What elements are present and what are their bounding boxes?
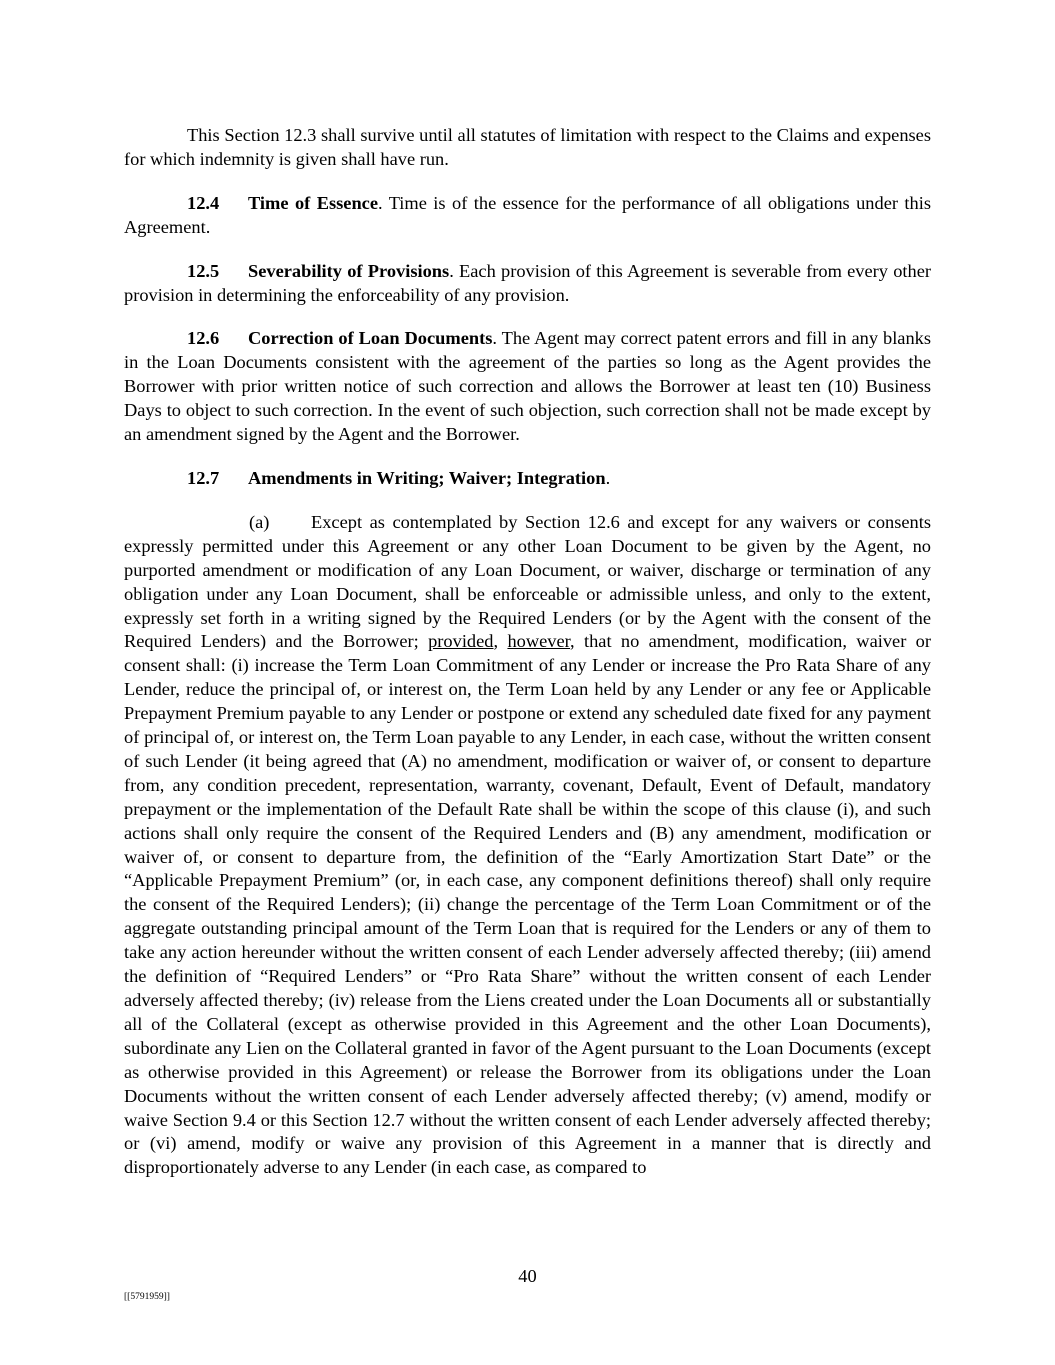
section-text: . Time is of the essence for the performance of all obligations under this Agreement. [124, 192, 931, 237]
paragraph-a [124, 511, 931, 1180]
however-term: however [507, 631, 571, 652]
intro-text: This Section 12.3 shall survive until all statutes of limitation with respect to the Claims and expenses for which indemnity is given shall have run. [124, 125, 931, 169]
section-text: . Each provision of this Agreement is severable from every other provision in determining the enforceability of any provision. [124, 260, 931, 305]
section-title: Amendments in Writing; Waiver; Integration [248, 467, 606, 488]
comma-separator: , [493, 631, 508, 652]
section-title-end: . [605, 467, 611, 488]
intro-paragraph [124, 124, 931, 172]
section-12-4 [124, 192, 931, 240]
section-number: 12.7 [187, 467, 220, 488]
paragraph-label: (a) [249, 511, 270, 532]
document-body [124, 124, 931, 1200]
section-number: 12.4 [187, 192, 220, 213]
section-title: Severability of Provisions [248, 260, 450, 281]
section-12-6 [124, 327, 931, 447]
section-12-5 [124, 260, 931, 308]
document-id: [[5791959]] [124, 1292, 170, 1302]
provided-term: provided [428, 631, 494, 652]
section-number: 12.5 [187, 260, 220, 281]
section-text: . The Agent may correct patent errors and fill in any blanks in the Loan Documents consistent with the agreement of the parties so long as the Agent provides the Borrower with prior written notice of such correction and allows the Borrower at least ten (10) Business Days to object to such correction. In the event of such objection, such correction shall not be made except by an amendment signed by the Agent and the Borrower. [124, 328, 932, 445]
section-12-7-heading [124, 467, 931, 491]
paragraph-text-1: Except as contemplated by Section 12.6 and except for any waivers or consents expressly permitted under this Agreement or any other Loan Document to be given by the Agent, no purported amendment or modification of any Loan Document, or waiver, discharge or termination of any obligation under any Loan Document, shall be enforceable or admissible unless, and only to the extent, expressly set forth in a writing signed by the Required Lenders (or by the Agent with the consent of the Required Lenders) and the Borrower; [124, 511, 931, 652]
paragraph-text-2: , that no amendment, modification, waiver or consent shall: (i) increase the Term Loan Commitment of any Lender or increase the Pro Rata Share of any Lender, reduce the principal of, or interest on, the Term Loan held by any Lender or any fee or Applicable Prepayment Premium payable to any Lender or postpone or extend any scheduled date fixed for any payment of principal of, or interest on, the Term Loan payable to any Lender, in each case, without the written consent of such Lender (it being agreed that (A) no amendment, modification or waiver of, or consent to departure from, any condition precedent, representation, warranty, covenant, Default, Event of Default, mandatory prepayment or the implementation of the Default Rate shall be within the scope of this clause (i), and such actions shall only require the consent of the Required Lenders and (B) any amendment, modification or waiver of, or consent to departure from, the definition of the “Early Amortization Start Date” or the “Applicable Prepayment Premium” (or, in each case, any component definitions thereof) shall only require the consent of the Required Lenders); (ii) change the percentage of the Term Loan Commitment or of the aggregate outstanding principal amount of the Term Loan that is required for the Lenders or any of them to take any action hereunder without the written consent of each Lender adversely affected thereby; (iii) amend the definition of “Required Lenders” or “Pro Rata Share” without the written consent of each Lender adversely affected thereby; (iv) release from the Liens created under the Loan Documents all or substantially all of the Collateral (except as otherwise provided in this Agreement and the other Loan Documents), subordinate any Lien on the Collateral granted in favor of the Agent pursuant to the Loan Documents (except as otherwise provided in this Agreement) or release the Borrower from its obligations under the Loan Documents without the written consent of each Lender adversely affected thereby; (v) amend, modify or waive Section 9.4 or this Section 12.7 without the written consent of each Lender adversely affected thereby; or (vi) amend, modify or waive any provision of this Agreement in a manner that is directly and disproportionately adverse to any Lender (in each case, as compared to [124, 631, 931, 1178]
section-title: Time of Essence [248, 192, 379, 213]
section-title: Correction of Loan Documents [248, 328, 493, 349]
section-number: 12.6 [187, 328, 220, 349]
page-number: 40 [518, 1266, 537, 1286]
